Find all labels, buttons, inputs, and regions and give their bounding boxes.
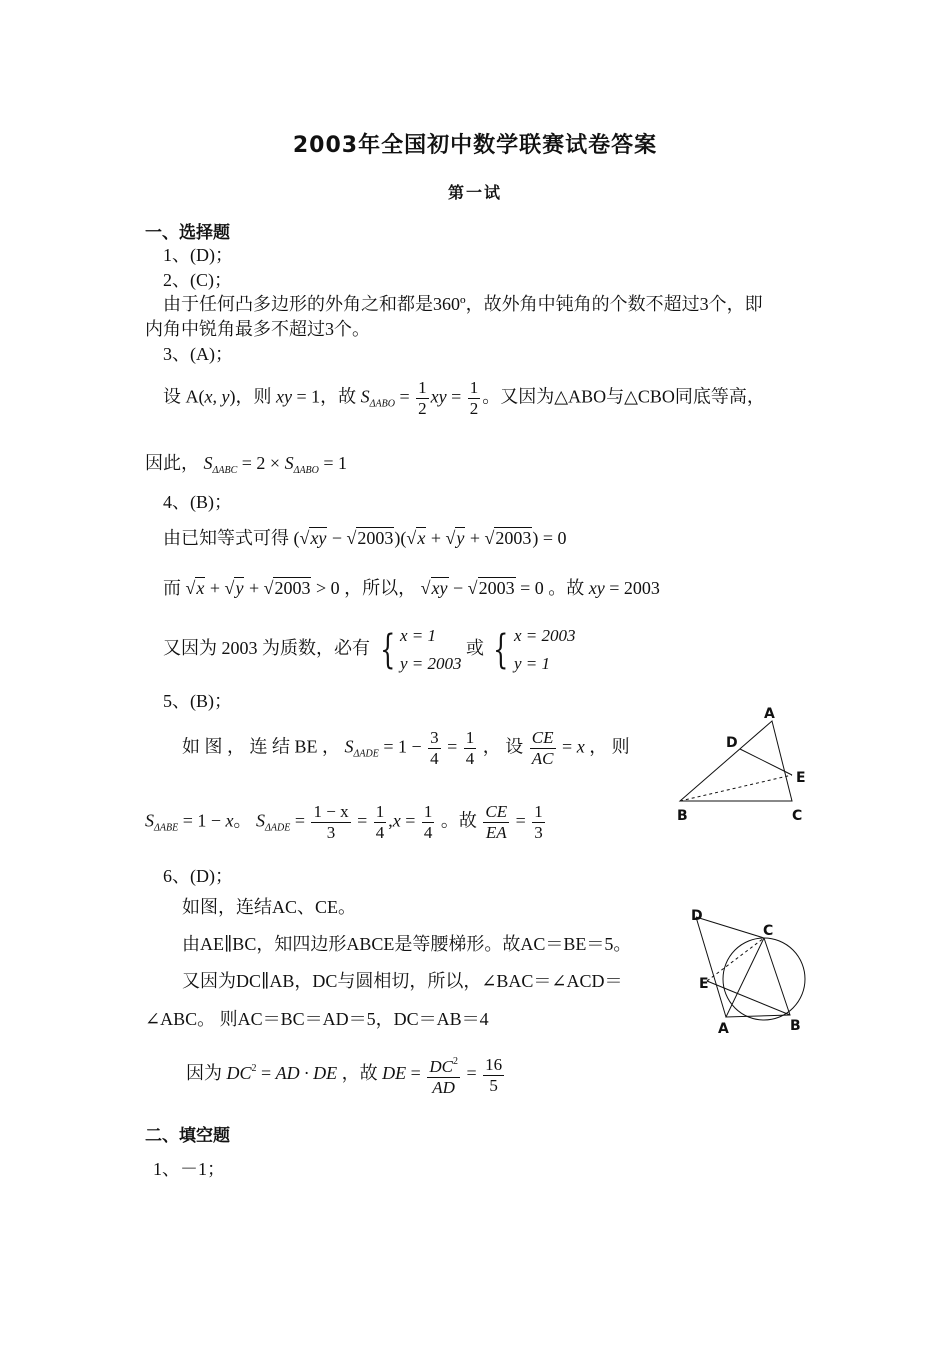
label-e: E xyxy=(796,770,806,786)
radicand: xy xyxy=(431,578,448,598)
math-S: S xyxy=(145,810,154,831)
radical: √ xyxy=(185,578,196,598)
radicand: 2003 xyxy=(495,528,532,548)
text: − xyxy=(448,578,468,598)
text: = xyxy=(410,1063,421,1084)
math-var: x xyxy=(225,810,234,831)
text: = xyxy=(466,1063,477,1084)
text: )，则 xyxy=(229,386,272,407)
text: ， 设 xyxy=(482,736,524,757)
text: = xyxy=(447,736,458,757)
text: 设 A( xyxy=(163,386,205,407)
text: = xyxy=(405,810,416,831)
text: = 0 。故 xyxy=(515,578,585,598)
numerator: 1 xyxy=(418,378,427,397)
label-b: B xyxy=(790,1018,801,1034)
answer-6-line1: 如图，连结AC、CE。 xyxy=(182,897,357,917)
answer-5-line2 xyxy=(145,802,547,843)
text: + xyxy=(244,578,264,598)
equation-system-1 xyxy=(400,622,462,678)
math-S: S xyxy=(360,386,370,407)
text: ， 则 xyxy=(589,736,630,757)
denominator: 5 xyxy=(489,1075,498,1095)
radicand: x xyxy=(196,578,205,598)
numerator xyxy=(427,1052,460,1078)
numerator: 1 xyxy=(534,802,543,821)
text: 因为 xyxy=(186,1063,222,1084)
label-e: E xyxy=(699,976,709,992)
numerator: CE xyxy=(485,802,508,821)
answer-5: 5、(B)； xyxy=(163,691,232,711)
math-var: xy xyxy=(275,386,292,407)
text: = 1 − xyxy=(182,810,222,831)
math-var: x, y xyxy=(204,386,230,407)
answer-1: 1、(D)； xyxy=(163,245,233,265)
radicand: 2003 xyxy=(357,528,394,548)
denominator: 3 xyxy=(534,823,543,842)
math-var: AD · DE xyxy=(275,1063,338,1084)
answer-4-line1 xyxy=(163,527,567,549)
segment-ec-dashed xyxy=(707,938,764,981)
fraction-CE-EA xyxy=(483,802,509,843)
radicand: y xyxy=(235,578,244,598)
segment-de xyxy=(740,749,792,775)
numerator: 1 − x xyxy=(313,802,349,821)
answer-3-derivation xyxy=(163,378,765,419)
radical: √ xyxy=(467,578,478,598)
math-subscript: ΔABC xyxy=(212,465,238,476)
system-row: x = 1 xyxy=(399,626,436,645)
text: = 2 × xyxy=(241,453,281,473)
fill-answer-1: 1、－1； xyxy=(153,1159,225,1179)
denominator: AD xyxy=(432,1078,455,1097)
text: = xyxy=(294,810,305,831)
figure-circle-tangent xyxy=(686,903,816,1038)
math-S: S xyxy=(284,453,294,473)
fraction-16-5 xyxy=(483,1055,504,1096)
math-subscript: ΔADE xyxy=(353,748,379,760)
math-subscript: ΔABE xyxy=(154,822,179,834)
answer-4-line3 xyxy=(163,622,575,678)
answer-5-line1 xyxy=(182,728,630,769)
math-subscript: ΔABO xyxy=(369,398,395,410)
denominator: AC xyxy=(531,749,554,768)
text: = xyxy=(515,810,526,831)
triangle-abc xyxy=(680,721,792,801)
text: + xyxy=(205,578,225,598)
text: > 0 ，所以， xyxy=(311,578,417,598)
superscript: 2 xyxy=(452,1056,458,1067)
numerator: 3 xyxy=(430,728,439,747)
radical: √ xyxy=(445,528,456,548)
figure-triangle-abc xyxy=(672,703,818,826)
label-c: C xyxy=(763,923,774,939)
answer-4: 4、(B)； xyxy=(163,492,232,512)
math-var: x xyxy=(392,810,401,831)
text: , xyxy=(388,810,393,831)
circle xyxy=(723,938,805,1020)
denominator: 4 xyxy=(430,749,439,768)
text: = xyxy=(399,386,415,407)
numerator: 16 xyxy=(485,1054,503,1074)
fraction-dc2-ad xyxy=(427,1052,460,1098)
text: 如 图 ， 连 结 BE ， xyxy=(182,736,341,757)
segment-da xyxy=(696,917,726,1017)
answer-3-conclusion xyxy=(145,452,347,482)
answer-6: 6、(D)； xyxy=(163,866,233,886)
radical: √ xyxy=(420,578,431,598)
answer-2-explanation-line1: 由于任何凸多边形的外角之和都是360º，故外角中钝角的个数不超过3个，即 xyxy=(163,294,763,314)
text: 而 xyxy=(163,578,181,598)
numerator: 1 xyxy=(423,802,433,821)
denominator: 4 xyxy=(465,749,475,768)
radical: √ xyxy=(299,528,310,548)
text: = xyxy=(562,736,573,757)
answer-3: 3、(A)； xyxy=(163,344,233,364)
answer-6-line5 xyxy=(186,1052,506,1098)
fraction-1minusx-3 xyxy=(311,802,350,843)
text: ) = 0 xyxy=(532,528,567,548)
label-b: B xyxy=(677,808,688,824)
numerator: 1 xyxy=(469,378,479,397)
text: 或 xyxy=(465,638,484,659)
text: = xyxy=(357,810,368,831)
page-title: 2003年全国初中数学联赛试卷答案 xyxy=(292,133,658,158)
system-row: y = 2003 xyxy=(399,654,462,673)
fraction-1-4 xyxy=(374,802,387,843)
fraction-1-4 xyxy=(422,802,435,843)
answer-2: 2、(C)； xyxy=(163,270,232,290)
denominator: 4 xyxy=(375,823,385,842)
fraction-3-4 xyxy=(428,728,441,769)
radical: √ xyxy=(224,578,235,598)
page-subtitle: 第一试 xyxy=(447,183,502,202)
math-S: S xyxy=(256,810,266,831)
text: )( xyxy=(394,528,407,548)
label-c: C xyxy=(792,808,803,824)
text: 。故 xyxy=(440,810,477,831)
radical: √ xyxy=(484,528,495,548)
text: − xyxy=(327,528,347,548)
text: 因此， xyxy=(145,453,199,473)
fraction-1-3 xyxy=(532,802,545,843)
system-row: x = 2003 xyxy=(513,626,576,645)
math-var: x xyxy=(576,736,585,757)
answer-2-explanation-line2: 内角中锐角最多不超过3个。 xyxy=(145,319,370,339)
superscript: 2 xyxy=(251,1063,257,1075)
math-var: DE xyxy=(382,1063,407,1084)
text: + xyxy=(465,528,485,548)
numerator: 1 xyxy=(465,728,475,747)
numerator-text: DC xyxy=(429,1057,453,1076)
denominator: 2 xyxy=(469,399,479,418)
answer-6-line2: 由AE∥BC，知四边形ABCE是等腰梯形。故AC＝BE＝5。 xyxy=(182,934,632,954)
answer-4-line2 xyxy=(163,577,660,599)
equation-system-2 xyxy=(514,622,576,678)
text: ，故 xyxy=(341,1063,378,1084)
math-S: S xyxy=(203,453,213,473)
math-var: xy xyxy=(588,578,605,598)
fraction-one-half xyxy=(416,378,429,419)
text: = xyxy=(261,1063,276,1084)
label-d: D xyxy=(726,735,738,751)
math-S: S xyxy=(344,736,354,757)
math-subscript: ΔABO xyxy=(293,465,319,476)
text: = 1，故 xyxy=(296,386,357,407)
denominator: 4 xyxy=(423,823,433,842)
text: = 1 − xyxy=(383,736,422,757)
fraction-1-4 xyxy=(464,728,477,769)
math-var: xy xyxy=(430,386,447,407)
section-heading-choice: 一、选择题 xyxy=(145,223,230,243)
segment-eb xyxy=(707,981,790,1015)
label-d: D xyxy=(691,908,703,924)
math-var: DC xyxy=(226,1063,252,1084)
fraction-CE-AC xyxy=(530,728,556,769)
radicand: xy xyxy=(310,528,327,548)
text: = 2003 xyxy=(609,578,660,598)
system-row: y = 1 xyxy=(513,654,550,673)
denominator: 2 xyxy=(418,399,427,418)
text: 。 xyxy=(233,810,252,831)
radical: √ xyxy=(263,578,274,598)
section-heading-fill: 二、填空题 xyxy=(145,1126,230,1146)
label-a: A xyxy=(718,1021,729,1037)
label-a: A xyxy=(764,706,775,722)
numerator: CE xyxy=(531,728,554,747)
left-brace: { xyxy=(493,627,509,673)
segment-be-dashed xyxy=(680,775,792,801)
numerator: 1 xyxy=(375,802,385,821)
denominator: EA xyxy=(485,823,507,842)
answer-6-line3: 又因为DC∥AB，DC与圆相切，所以，∠BAC＝∠ACD＝ xyxy=(182,971,623,991)
left-brace: { xyxy=(379,627,395,673)
radicand: 2003 xyxy=(274,578,311,598)
text: = 1 xyxy=(323,453,348,473)
radical: √ xyxy=(346,528,357,548)
fraction-one-half xyxy=(468,378,481,419)
text: 。又因为△ABO与△CBO同底等高， xyxy=(482,386,765,407)
denominator: 3 xyxy=(326,823,336,842)
text: + xyxy=(426,528,446,548)
radical: √ xyxy=(406,528,417,548)
math-subscript: ΔADE xyxy=(265,822,291,834)
radicand: x xyxy=(417,528,426,548)
polyline-dcabc xyxy=(696,917,790,1017)
text: 又因为 2003 为质数，必有 xyxy=(163,638,370,659)
answer-6-line4: ∠ABC。 则AC＝BC＝AD＝5，DC＝AB＝4 xyxy=(145,1009,489,1029)
text: = xyxy=(451,386,462,407)
text: 由已知等式可得 ( xyxy=(163,528,300,548)
radicand: 2003 xyxy=(478,578,515,598)
radicand: y xyxy=(456,528,465,548)
